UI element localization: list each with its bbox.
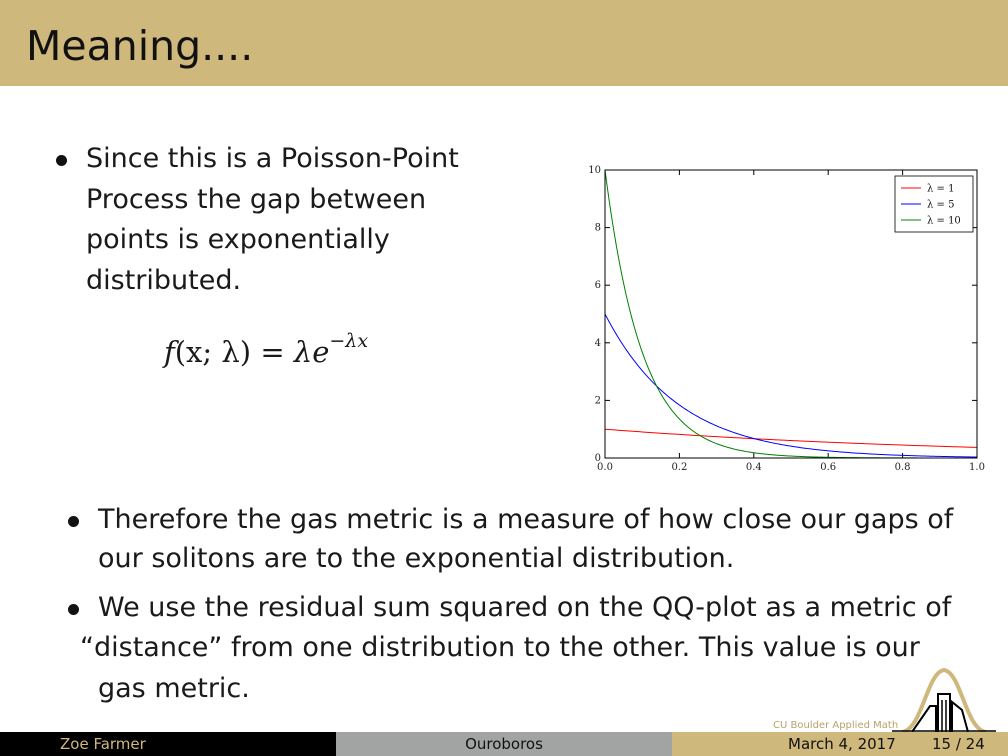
footer-page-number: 15 / 24 [932, 735, 985, 753]
x-tick-label: 0.0 [597, 462, 613, 473]
footer-date: March 4, 2017 [788, 735, 896, 753]
bullet-dot [68, 516, 79, 527]
chart-legend [895, 176, 973, 232]
legend-label: λ = 10 [927, 215, 961, 227]
footer-author-segment [0, 732, 336, 756]
exponential-pdf-formula [164, 330, 368, 369]
bullet-line: our solitons are to the exponential distribution. [98, 543, 735, 574]
legend-label: λ = 1 [927, 183, 955, 195]
y-tick-label: 2 [594, 395, 601, 407]
x-tick-label: 0.2 [671, 462, 688, 473]
legend-label: λ = 5 [927, 199, 955, 211]
bullet-dot [56, 155, 67, 166]
y-tick-label: 8 [594, 222, 601, 234]
intro-line: points is exponentially [86, 224, 390, 255]
intro-line: Since this is a Poisson-Point [86, 143, 459, 174]
logo-text: CU Boulder Applied Math [773, 720, 899, 731]
bullet-line: Therefore the gas metric is a measure of how close our gaps of [98, 504, 954, 535]
footer-title-segment [336, 732, 672, 756]
formula-args: (x; λ) [174, 335, 252, 369]
footer [0, 732, 1008, 756]
series-line [605, 429, 977, 447]
bullet-dot [68, 604, 79, 615]
formula-exponent: −λx [329, 330, 369, 352]
x-tick-label: 0.4 [745, 462, 762, 473]
formula-func: f [164, 335, 175, 369]
series-line [605, 314, 977, 457]
y-tick-label: 6 [594, 280, 601, 292]
footer-talk-title: Ouroboros [465, 735, 543, 753]
intro-line: Process the gap between [86, 184, 427, 215]
bullet-line: gas metric. [98, 673, 250, 704]
x-tick-label: 0.8 [894, 462, 911, 473]
footer-date-segment [672, 732, 1008, 756]
y-tick-label: 0 [594, 453, 601, 464]
bullet-line: We use the residual sum squared on the QQ-plot as a metric of [98, 592, 952, 623]
x-tick-label: 0.6 [820, 462, 837, 473]
formula-equals: = [260, 335, 285, 369]
y-tick-label: 4 [594, 337, 601, 349]
formula-rhs: λe [293, 335, 330, 369]
title-bar [0, 0, 1008, 86]
intro-line: distributed. [86, 265, 242, 296]
y-tick-label: 10 [588, 165, 601, 176]
x-tick-label: 1.0 [969, 462, 985, 473]
footer-author: Zoe Farmer [60, 735, 146, 753]
slide-title: Meaning.... [26, 22, 254, 70]
bullet-line: “distance” from one distribution to the other. This value is our [80, 632, 920, 663]
exponential-pdf-chart [585, 160, 985, 475]
